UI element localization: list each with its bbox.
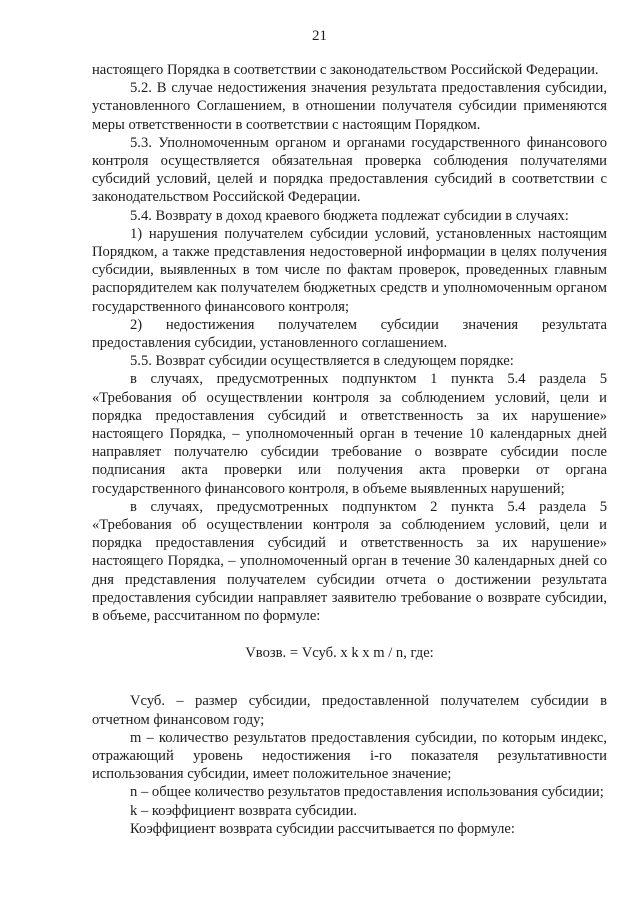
paragraph: 5.3. Уполномоченным органом и органами государственного финансового контроля осуществляется обязательная проверка соблюдения получателями субсидий условий, целей и порядка предоставления субсидий в соответствии с законодательством Российской Федерации.	[92, 134, 607, 206]
body-text-top	[92, 61, 607, 625]
paragraph: в случаях, предусмотренных подпунктом 1 пункта 5.4 раздела 5 «Требования об осуществлении контроля за соблюдением условий, цели и порядка предоставления субсидий и ответственность за их нарушение» настоящего Порядка, – уполномоченный орган в течение 10 календарных дней направляет получателю субсидии требование о возврате субсидии после подписания акта проверки или получения акта проверки от органа государственного финансового контроля, в объеме выявленных нарушений;	[92, 371, 607, 497]
page-number: 21	[312, 28, 327, 44]
paragraph: k – коэффициент возврата субсидии.	[130, 802, 358, 819]
formula: Vвозв. = Vсуб. x k x m / n, где:	[245, 645, 434, 662]
paragraph: 5.2. В случае недостижения значения результата предоставления субсидии, установленного Соглашением, в отношении получателя субсидии применяются меры ответственности в соответствии с настоящим Порядком.	[92, 80, 607, 133]
paragraph: 1) нарушения получателем субсидии условий, установленных настоящим Порядком, а также представления недостоверной информации в целях получения субсидии, выявленных в том числе по фактам проверок, проведенных главным распорядителем как получателем бюджетных средств и уполномоченным органом государственного финансового контроля;	[92, 225, 607, 315]
paragraph: m – количество результатов предоставления субсидии, по которым индекс, отражающий уровень недостижения i-го показателя результативности использования субсидии, имеет положительное значение;	[92, 729, 607, 783]
paragraph: Vсуб. – размер субсидии, предоставленной получателем субсидии в отчетном финансовом году;	[92, 693, 607, 728]
paragraph: 5.4. Возврату в доход краевого бюджета подлежат субсидии в случаях:	[130, 207, 569, 224]
paragraph: 5.5. Возврат субсидии осуществляется в следующем порядке:	[130, 353, 514, 370]
paragraph: Коэффициент возврата субсидии рассчитывается по формуле:	[130, 820, 515, 837]
body-text-bottom	[92, 692, 607, 838]
paragraph: настоящего Порядка в соответствии с законодательством Российской Федерации.	[92, 62, 599, 78]
paragraph: n – общее количество результатов предоставления использования субсидии;	[130, 784, 604, 801]
paragraph: 2) недостижения получателем субсидии значения результата предоставления субсидии, установленного соглашением.	[92, 316, 607, 352]
paragraph: в случаях, предусмотренных подпунктом 2 пункта 5.4 раздела 5 «Требования об осуществлении контроля за соблюдением условий, цели и порядка предоставления субсидий и ответственность за их нарушение» настоящего Порядка, – уполномоченный орган в течение 30 календарных дней со дня представления получателем субсидии отчета о достижении результата предоставления субсидии направляет заявителю требование о возврате субсидии, в объеме, рассчитанном по формуле:	[92, 498, 607, 625]
